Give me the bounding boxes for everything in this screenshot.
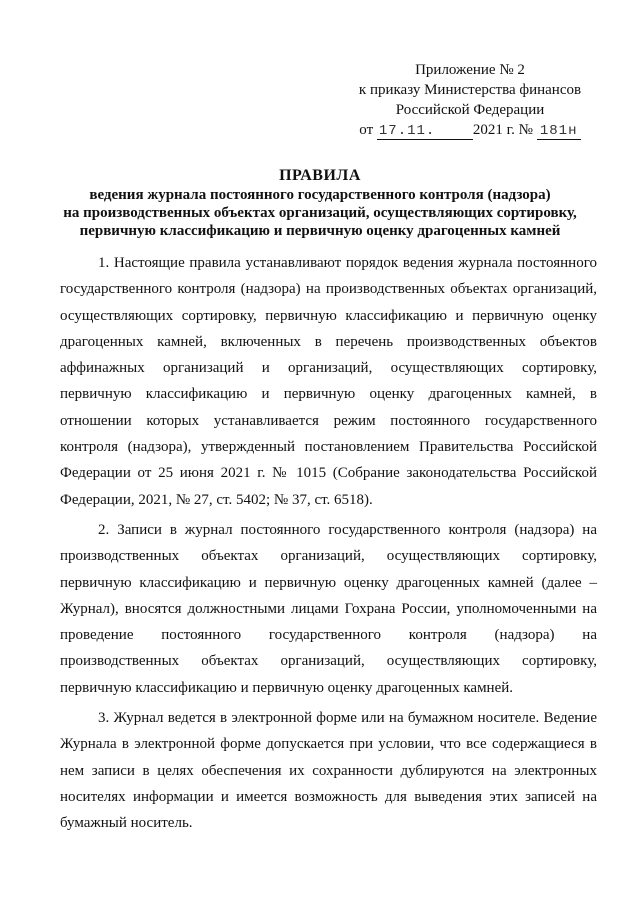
appendix-date-line xyxy=(340,120,600,140)
paragraph-2: 2. Записи в журнал постоянного государственного контроля (надзора) на производственных объектах организаций, осуществляющих сортировку, первичную классификацию и первичную оценку драгоценных камней (далее – Журнал), вносятся должностными лицами Гохрана России, уполномоченными на проведение постоянного государственного контроля (надзора) на производственных объектах организаций, осуществляющих сортировку, первичную классификацию и первичную оценку драгоценных камней. xyxy=(60,521,597,696)
title-sub-line: ведения журнала постоянного государственного контроля (надзора) xyxy=(89,187,551,203)
date-prefix: от xyxy=(359,122,374,138)
paragraph-1: 1. Настоящие правила устанавливают порядок ведения журнала постоянного государственного контроля (надзора) на производственных объектах организаций, осуществляющих сортировку, первичную классификацию и первичную оценку драгоценных камней, включенных в перечень производственных объектов аффинажных организаций и организаций, осуществляющих сортировку, первичную классификацию и первичную оценку драгоценных камней, в отношении которых устанавливается режим постоянного государственного контроля (надзора), утвержденный постановлением Правительства Российской Федерации от 25 июня 2021 г. № 1015 (Собрание законодательства Российской Федерации, 2021, № 27, ст. 5402; № 37, ст. 6518). xyxy=(60,255,597,508)
paragraph-3: 3. Журнал ведется в электронной форме или на бумажном носителе. Ведение Журнала в электронной форме допускается при условии, что все содержащиеся в нем записи в целях обеспечения их сохранности дублируются на электронных носителях информации и имеется возможность для выведения этих записей на бумажный носитель. xyxy=(60,710,597,832)
appendix-header xyxy=(340,60,600,140)
document-title xyxy=(40,166,600,240)
handwritten-date: 17.11. xyxy=(377,123,473,140)
appendix-order-ref: к приказу Министерства финансов xyxy=(358,82,582,98)
document-body xyxy=(60,250,597,841)
title-main: ПРАВИЛА xyxy=(279,167,361,184)
title-sub-line: на производственных объектах организаций, осуществляющих сортировку, xyxy=(63,205,577,221)
appendix-country: Российской Федерации xyxy=(395,102,545,118)
appendix-number: Приложение № 2 xyxy=(415,62,525,78)
title-sub-line: первичную классификацию и первичную оценку драгоценных камней xyxy=(79,223,561,239)
year-number-label: 2021 г. № xyxy=(472,122,533,138)
handwritten-order-number: 181н xyxy=(537,123,581,140)
